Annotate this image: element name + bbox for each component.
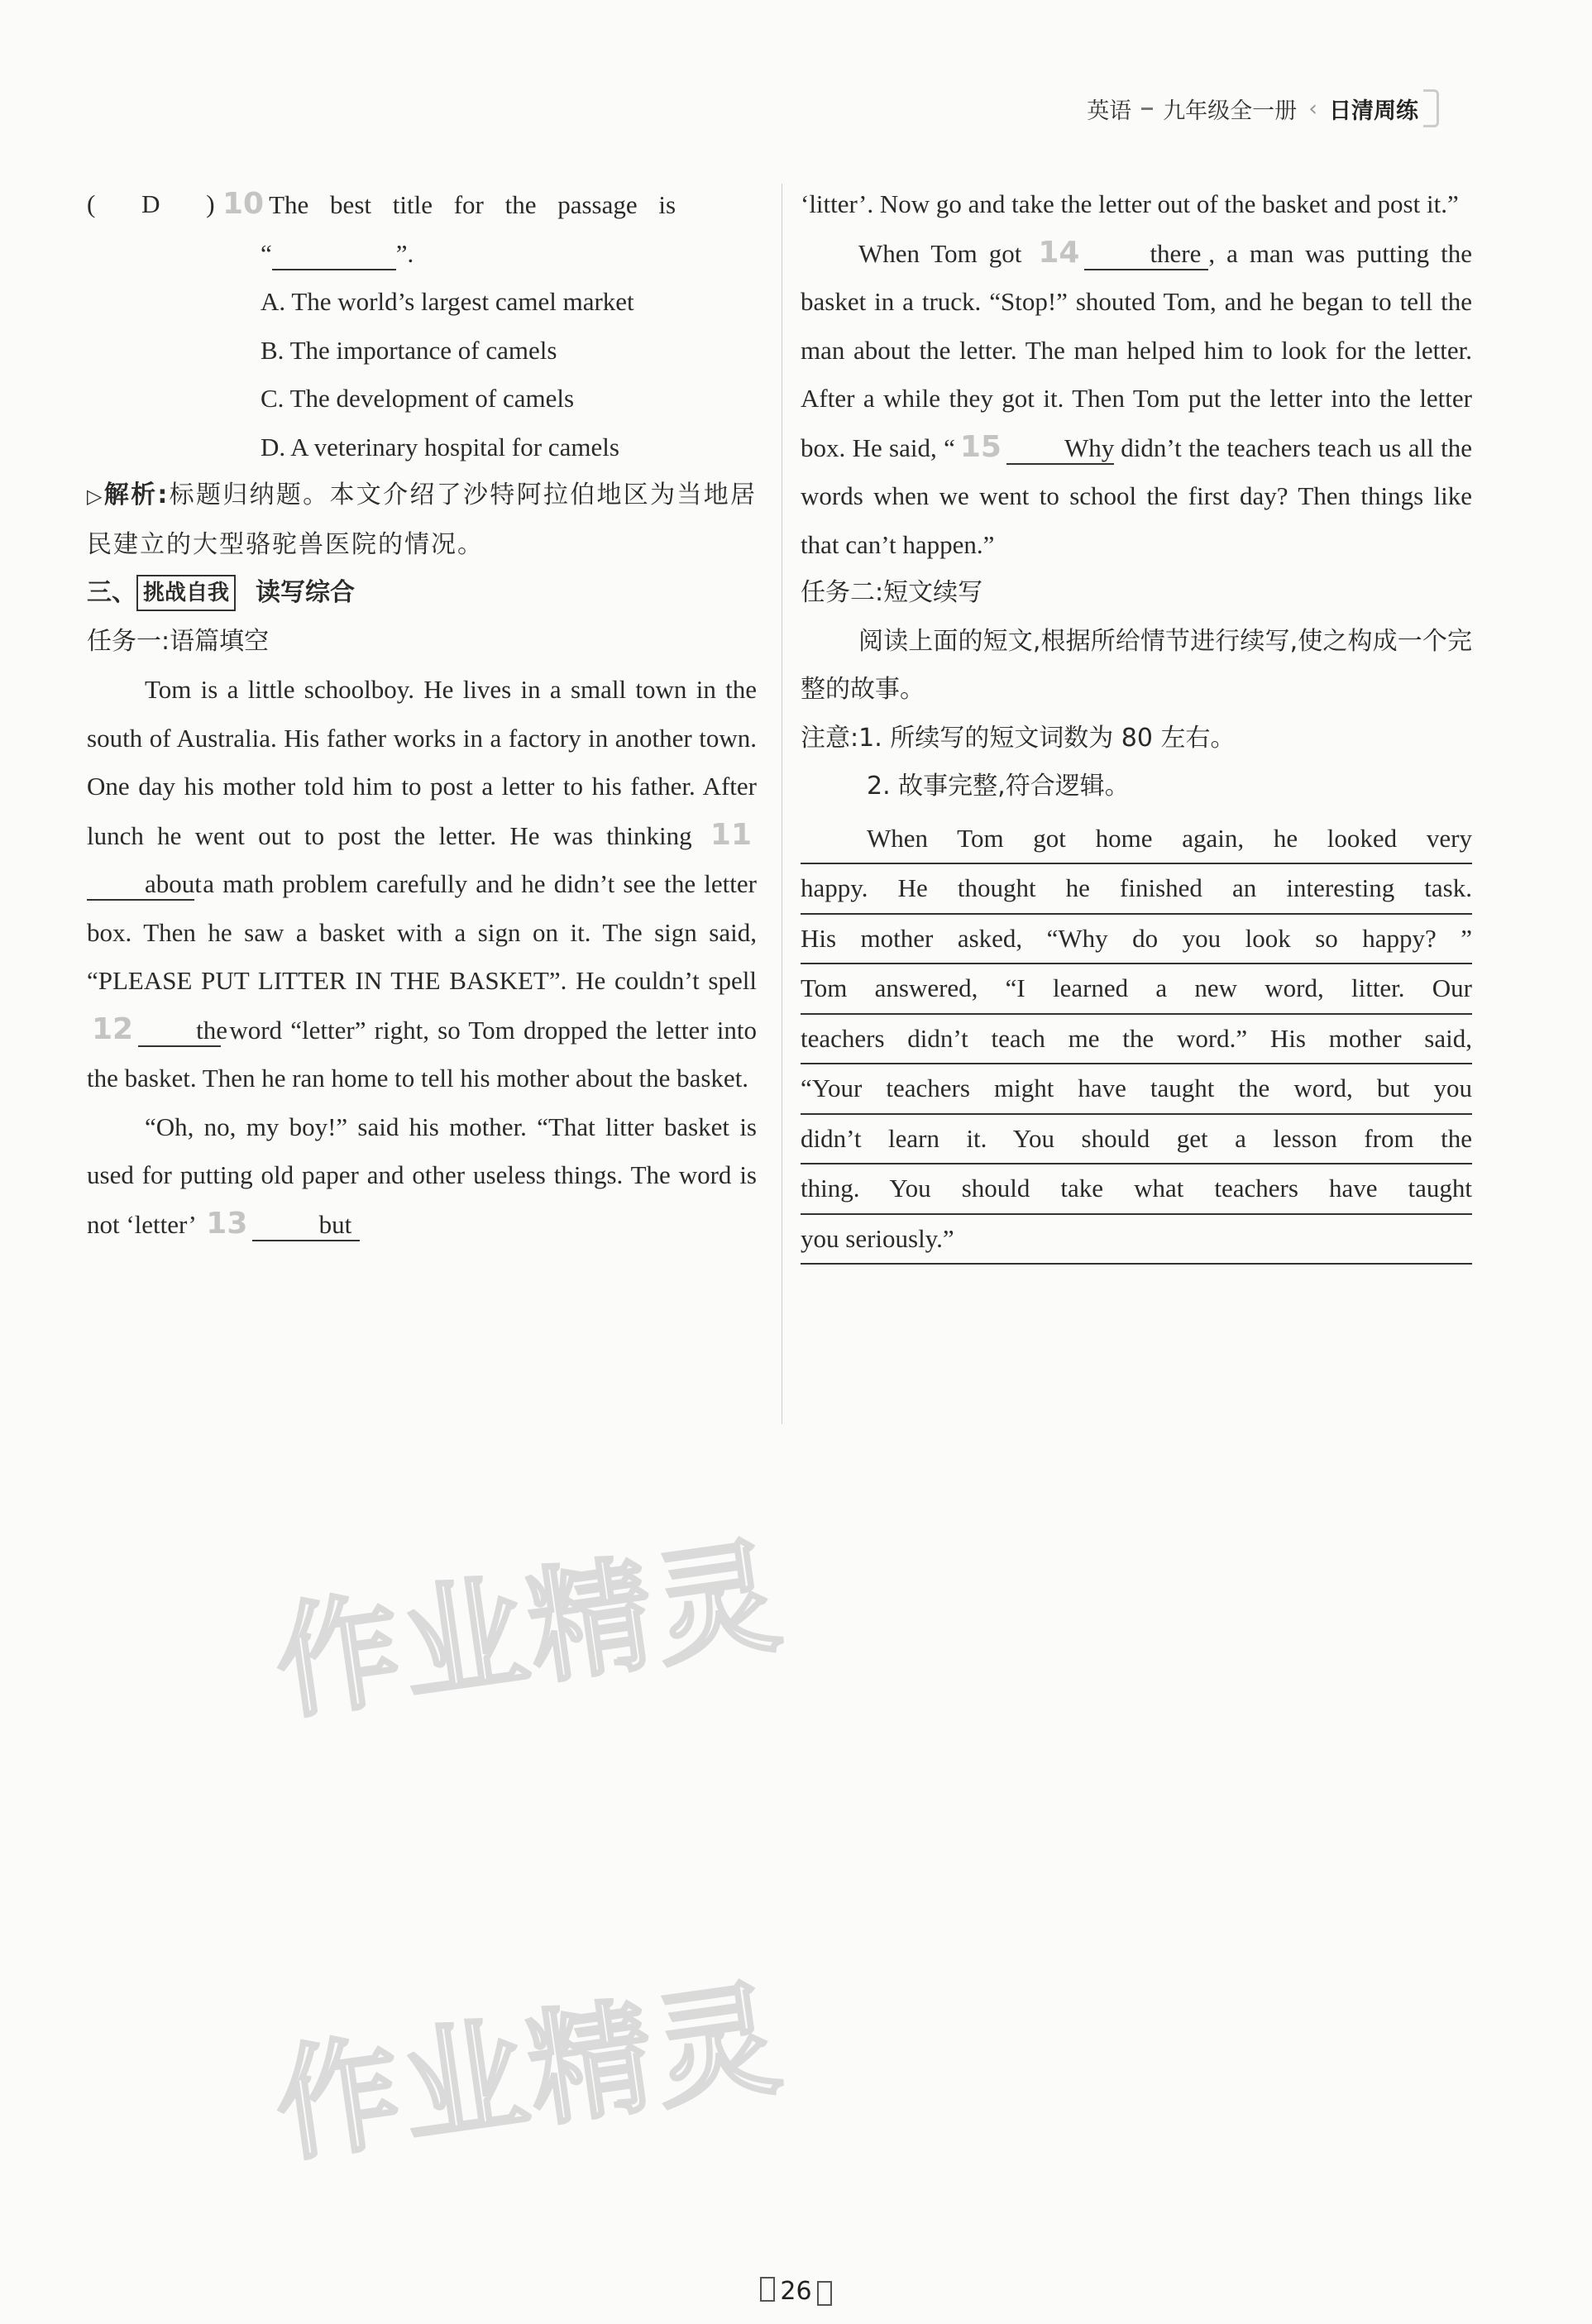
header-grade: 九年级全一册 bbox=[1163, 98, 1298, 124]
q10-option-c: C. The development of camels bbox=[261, 384, 575, 413]
q10-answer-text: ( D ) bbox=[87, 189, 235, 218]
watermark-logo: 作业精灵 bbox=[266, 1966, 792, 2180]
q10-options bbox=[87, 278, 757, 471]
section-badge: 挑战自我 bbox=[136, 575, 236, 611]
q11-number: 11 bbox=[710, 817, 752, 852]
essay-line: When Tom got home again, he looked very bbox=[801, 815, 1472, 865]
essay-line: thing. You should take what teachers have taught bbox=[801, 1164, 1472, 1215]
q14-answer: there bbox=[1084, 238, 1208, 270]
q10-stem-blank bbox=[261, 230, 757, 279]
q13-answer: but bbox=[252, 1209, 360, 1241]
header-separator bbox=[1141, 108, 1153, 110]
essay-line: His mother asked, “Why do you look so happy? ” bbox=[801, 915, 1472, 965]
task2-heading: 任务二:短文续写 bbox=[801, 578, 983, 607]
task2-note-2: 2. 故事完整,符合逻辑。 bbox=[867, 772, 1130, 801]
passage-text-3a: When Tom got bbox=[858, 238, 1022, 268]
essay-line: didn’t learn it. You should get a lesson from the bbox=[801, 1115, 1472, 1165]
header-brand: 日清周练 bbox=[1329, 98, 1418, 124]
left-column bbox=[87, 180, 757, 1249]
section-prefix: 三、 bbox=[87, 578, 136, 607]
page-number bbox=[0, 2277, 1592, 2306]
analysis-marker-icon: ▷ bbox=[87, 485, 104, 508]
question-10 bbox=[87, 180, 757, 278]
task1-heading: 任务一:语篇填空 bbox=[87, 626, 270, 656]
analysis-label: 解析: bbox=[103, 481, 170, 509]
right-column bbox=[801, 180, 1472, 1265]
analysis-text: 标题归纳题。本文介绍了沙特阿拉伯地区为当地居民建立的大型骆驼兽医院的情况。 bbox=[87, 481, 758, 559]
passage-paragraph-2 bbox=[87, 1103, 757, 1250]
essay-answer bbox=[801, 815, 1472, 1265]
q10-option-a: A. The world’s largest camel market bbox=[261, 287, 634, 316]
q14-number: 14 bbox=[1038, 235, 1080, 270]
task2-note-1: 注意:1. 所续写的短文词数为 80 左右。 bbox=[801, 723, 1236, 753]
page-number-bracket-left bbox=[760, 2277, 775, 2302]
q10-option-b: B. The importance of camels bbox=[261, 335, 557, 365]
q12-number: 12 bbox=[92, 1011, 134, 1046]
essay-line: happy. He thought he finished an interesting task. bbox=[801, 864, 1472, 915]
passage-text-1a: Tom is a little schoolboy. He lives in a small town in the south of Australia. His father works in a factory in another town. One day his mother told him to post a letter to his father. After lunch he went out to post the letter. He was thinking bbox=[87, 675, 757, 850]
watermark-logo: 作业精灵 bbox=[266, 1523, 792, 1738]
q10-stem bbox=[222, 180, 757, 230]
passage-paragraph-3 bbox=[801, 229, 1472, 570]
header-tab-mark bbox=[1423, 89, 1439, 127]
essay-line: you seriously.” bbox=[801, 1215, 1472, 1265]
passage-text-1b: a math problem carefully and he didn’t see the letter box. Then he saw a basket with a sign on it. The sign said, “PLEASE PUT LITTER IN THE BASKET”. He couldn’t spell bbox=[87, 869, 757, 995]
page-number-bracket-right bbox=[817, 2281, 832, 2306]
q12-answer: the bbox=[138, 1015, 221, 1047]
essay-line: teachers didn’t teach me the word.” His mother said, bbox=[801, 1015, 1472, 1065]
q10-option-d: D. A veterinary hospital for camels bbox=[261, 432, 619, 461]
q11-answer: about bbox=[87, 868, 194, 901]
q10-stem-text: The best title for the passage is bbox=[269, 190, 676, 219]
task2-instruction: 阅读上面的短文,根据所给情节进行续写,使之构成一个完整的故事。 bbox=[801, 626, 1472, 704]
section-heading bbox=[87, 569, 757, 618]
passage-paragraph-1 bbox=[87, 666, 757, 1103]
passage-text-1c: word “letter” right, so Tom dropped the letter into the basket. Then he ran home to tell his mother about the basket. bbox=[87, 1015, 757, 1093]
header-subject: 英语 bbox=[1087, 98, 1132, 124]
q10-number: 10 bbox=[222, 187, 265, 221]
q10-blank bbox=[272, 238, 396, 270]
header-divider: ‹ bbox=[1308, 95, 1317, 122]
q15-answer: Why bbox=[1006, 433, 1114, 465]
q10-open-quote: “ bbox=[261, 238, 272, 268]
essay-line: Tom answered, “I learned a new word, litter. Our bbox=[801, 964, 1472, 1015]
analysis bbox=[87, 471, 757, 569]
passage-text-3b: , a man was putting the basket in a truck. “Stop!” shouted Tom, and he began to tell the man about the letter. The man helped him to look for the letter. After a while they got it. Then Tom put the letter into the letter box. He said, “ bbox=[801, 238, 1472, 462]
q10-close-quote: ”. bbox=[395, 238, 414, 268]
passage-text-3c: didn’t the teachers teach us all the words when we went to school the first day? Then things like that can’t happen.” bbox=[801, 433, 1473, 559]
essay-line: “Your teachers might have taught the word, but you bbox=[801, 1064, 1472, 1115]
passage-paragraph-2-cont: ‘litter’. Now go and take the letter out of the basket and post it.” bbox=[801, 189, 1459, 218]
passage-text-2a: “Oh, no, my boy!” said his mother. “That litter basket is used for putting old paper and other useless things. The word is not ‘letter’ bbox=[87, 1112, 757, 1239]
q13-number: 13 bbox=[206, 1206, 248, 1241]
q15-number: 15 bbox=[959, 429, 1002, 464]
page-number-text: 26 bbox=[780, 2277, 812, 2306]
section-title: 读写综合 bbox=[256, 578, 356, 607]
running-header bbox=[1087, 89, 1439, 127]
